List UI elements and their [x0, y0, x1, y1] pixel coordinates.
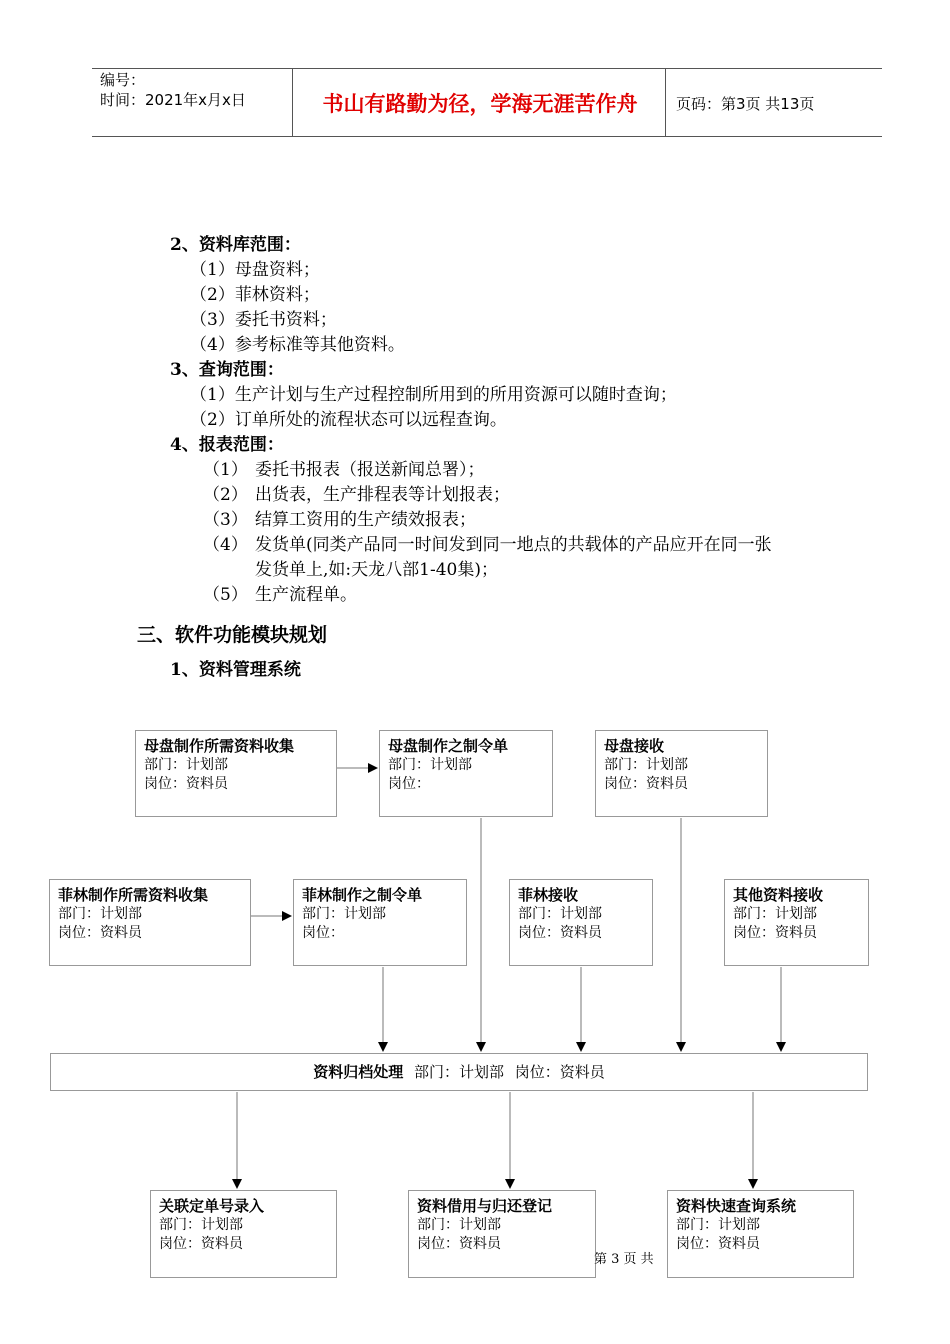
- subsection-title: 1、资料管理系统: [170, 660, 301, 680]
- box-title: 菲林制作所需资料收集: [58, 886, 209, 904]
- flow-box-order-link: [150, 1190, 337, 1278]
- header-page-info: 页码：第3页 共13页: [676, 95, 815, 113]
- section-title: 3、查询范围：: [170, 360, 284, 380]
- box-title: 菲林接收: [518, 886, 579, 904]
- list-item: （2）菲林资料；: [190, 285, 320, 305]
- box-post: 岗位：资料员: [733, 925, 817, 941]
- document-time: 时间：2021年x月x日: [100, 91, 246, 109]
- flow-box-other-receive: [724, 879, 869, 966]
- box-dept: 部门：计划部: [388, 757, 472, 773]
- box-title: 其他资料接收: [733, 886, 824, 904]
- box-dept: 部门：计划部: [518, 906, 602, 922]
- list-item-number: （4）: [203, 535, 248, 555]
- box-post: 岗位：资料员: [518, 925, 602, 941]
- box-post: 岗位：资料员: [417, 1236, 501, 1252]
- box-title: 母盘接收: [604, 737, 665, 755]
- flow-box-archive: [50, 1053, 868, 1091]
- box-post: 岗位：资料员: [159, 1236, 243, 1252]
- page-footer: 第 3 页 共: [594, 1252, 654, 1267]
- archive-title: 资料归档处理: [313, 1063, 404, 1081]
- section-title: 2、资料库范围：: [170, 235, 301, 255]
- list-item: 生产流程单。: [255, 585, 357, 605]
- list-item: （3）委托书资料；: [190, 310, 337, 330]
- list-item: （2）订单所处的流程状态可以远程查询。: [190, 410, 507, 430]
- flow-box-borrow-return: [408, 1190, 596, 1278]
- list-item: （4）参考标准等其他资料。: [190, 335, 405, 355]
- box-dept: 部门：计划部: [733, 906, 817, 922]
- box-post: 岗位：资料员: [58, 925, 142, 941]
- header-motto: 书山有路勤为径，学海无涯苦作舟: [322, 92, 638, 116]
- archive-post: 岗位：资料员: [514, 1063, 605, 1081]
- chapter-title: 三、软件功能模块规划: [137, 624, 328, 646]
- box-title: 菲林制作之制令单: [302, 886, 423, 904]
- box-dept: 部门：计划部: [144, 757, 228, 773]
- box-post: 岗位：资料员: [676, 1236, 760, 1252]
- box-title: 母盘制作之制令单: [388, 737, 509, 755]
- document-number: 编号：: [100, 71, 146, 89]
- archive-dept: 部门：计划部: [413, 1063, 504, 1081]
- list-item-number: （2）: [203, 485, 248, 505]
- box-dept: 部门：计划部: [302, 906, 386, 922]
- box-dept: 部门：计划部: [417, 1217, 501, 1233]
- list-item: 发货单(同类产品同一时间发到同一地点的共载体的产品应开在同一张: [255, 535, 772, 555]
- list-item-number: （5）: [203, 585, 248, 605]
- box-title: 母盘制作所需资料收集: [144, 737, 295, 755]
- list-item-continuation: 发货单上,如:天龙八部1-40集)；: [255, 560, 498, 580]
- box-post: 岗位：资料员: [144, 776, 228, 792]
- flow-box-film-receive: [509, 879, 653, 966]
- box-dept: 部门：计划部: [676, 1217, 760, 1233]
- list-item: 结算工资用的生产绩效报表；: [255, 510, 476, 530]
- list-item: 委托书报表（报送新闻总署）；: [255, 460, 485, 480]
- flow-box-film-order: [293, 879, 467, 966]
- section-title: 4、报表范围：: [170, 435, 284, 455]
- list-item: （1）母盘资料；: [190, 260, 320, 280]
- box-title: 资料快速查询系统: [676, 1197, 797, 1215]
- flow-box-master-disc-receive: [595, 730, 768, 817]
- flow-box-master-disc-order: [379, 730, 553, 817]
- box-title: 资料借用与归还登记: [417, 1197, 553, 1215]
- box-dept: 部门：计划部: [58, 906, 142, 922]
- box-dept: 部门：计划部: [159, 1217, 243, 1233]
- flow-box-master-disc-collect: [135, 730, 337, 817]
- box-post: 岗位：资料员: [604, 776, 688, 792]
- flow-box-quick-search: [667, 1190, 854, 1278]
- box-post: 岗位：: [388, 776, 430, 792]
- list-item-number: （3）: [203, 510, 248, 530]
- list-item-number: （1）: [203, 460, 248, 480]
- flow-box-film-collect: [49, 879, 251, 966]
- box-post: 岗位：: [302, 925, 344, 941]
- box-title: 关联定单号录入: [159, 1197, 265, 1215]
- list-item: 出货表，生产排程表等计划报表；: [255, 485, 510, 505]
- list-item: （1）生产计划与生产过程控制所用到的所用资源可以随时查询；: [190, 385, 677, 405]
- box-dept: 部门：计划部: [604, 757, 688, 773]
